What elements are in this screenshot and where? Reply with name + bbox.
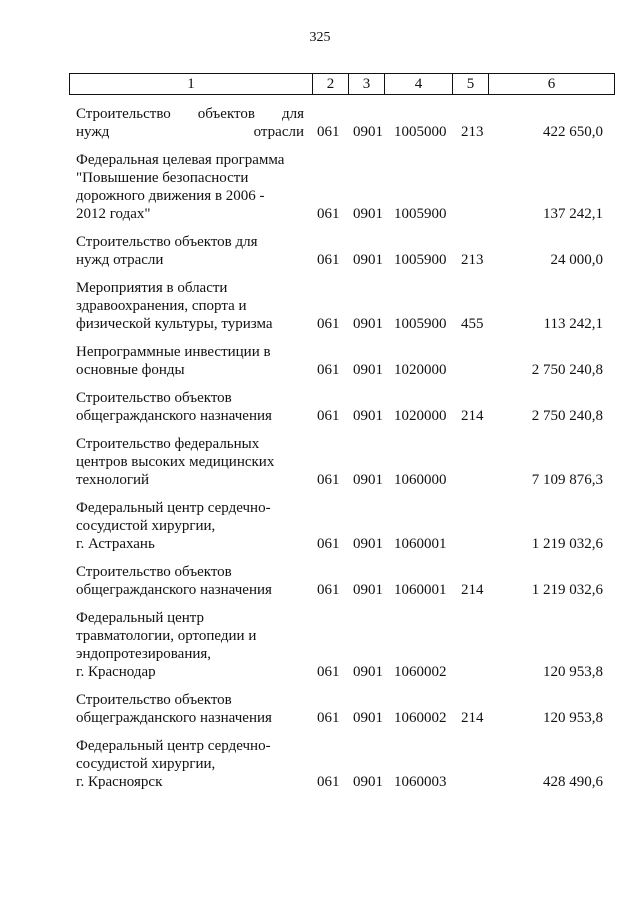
row-cs-code: 1005900 — [394, 206, 447, 222]
row-rz-code: 0901 — [353, 362, 383, 378]
column-header-5: 5 — [453, 74, 489, 95]
table-row — [0, 279, 640, 333]
table-row — [0, 435, 640, 489]
column-header-2: 2 — [313, 74, 349, 95]
row-rz-code: 0901 — [353, 582, 383, 598]
budget-rows — [0, 105, 640, 801]
row-name: Строительство объектов для нужд отрасли — [76, 234, 258, 268]
row-sum: 2 750 240,8 — [531, 362, 603, 378]
row-gr-code: 061 — [317, 408, 340, 424]
table-row — [0, 233, 640, 269]
row-gr-code: 061 — [317, 472, 340, 488]
row-name: Строительство объектов для нужд отрасли — [76, 106, 304, 140]
table-row — [0, 609, 640, 681]
row-sum: 137 242,1 — [543, 206, 603, 222]
row-sum: 422 650,0 — [543, 124, 603, 140]
row-sum: 120 953,8 — [543, 664, 603, 680]
row-sum: 1 219 032,6 — [531, 582, 603, 598]
row-rz-code: 0901 — [353, 536, 383, 552]
row-gr-code: 061 — [317, 710, 340, 726]
row-sum: 1 219 032,6 — [531, 536, 603, 552]
row-gr-code: 061 — [317, 206, 340, 222]
row-rz-code: 0901 — [353, 124, 383, 140]
row-sum: 428 490,6 — [543, 774, 603, 790]
table-row — [0, 499, 640, 553]
row-cs-code: 1060001 — [394, 536, 447, 552]
row-name: Строительство объектов общегражданского назначения — [76, 692, 272, 726]
row-rz-code: 0901 — [353, 472, 383, 488]
row-gr-code: 061 — [317, 362, 340, 378]
column-header-table — [69, 73, 615, 95]
column-header-1: 1 — [70, 74, 313, 95]
row-sum: 120 953,8 — [543, 710, 603, 726]
row-gr-code: 061 — [317, 664, 340, 680]
row-cs-code: 1060000 — [394, 472, 447, 488]
row-rz-code: 0901 — [353, 664, 383, 680]
row-cs-code: 1060002 — [394, 710, 447, 726]
row-cs-code: 1060002 — [394, 664, 447, 680]
row-sum: 2 750 240,8 — [531, 408, 603, 424]
row-vr-code: 455 — [461, 316, 484, 332]
row-name: Мероприятия в области здравоохранения, спорта и физической культуры, туризма — [76, 280, 273, 332]
row-rz-code: 0901 — [353, 710, 383, 726]
row-name: Федеральный центр сердечно- сосудистой хирургии, г. Красноярск — [76, 738, 271, 790]
row-rz-code: 0901 — [353, 408, 383, 424]
row-name: Строительство федеральных центров высоких медицинских технологий — [76, 436, 275, 488]
row-gr-code: 061 — [317, 124, 340, 140]
row-gr-code: 061 — [317, 582, 340, 598]
row-gr-code: 061 — [317, 774, 340, 790]
row-name: Непрограммные инвестиции в основные фонды — [76, 344, 271, 378]
row-name: Строительство объектов общегражданского назначения — [76, 564, 272, 598]
table-row — [0, 737, 640, 791]
row-vr-code: 214 — [461, 408, 484, 424]
table-row — [0, 563, 640, 599]
row-rz-code: 0901 — [353, 316, 383, 332]
row-gr-code: 061 — [317, 316, 340, 332]
row-cs-code: 1060003 — [394, 774, 447, 790]
row-sum: 7 109 876,3 — [531, 472, 603, 488]
row-vr-code: 214 — [461, 710, 484, 726]
table-row — [0, 343, 640, 379]
row-rz-code: 0901 — [353, 206, 383, 222]
row-name: Федеральный центр сердечно- сосудистой хирургии, г. Астрахань — [76, 500, 271, 552]
row-vr-code: 214 — [461, 582, 484, 598]
column-header-row — [70, 74, 615, 95]
row-name: Федеральный центр травматологии, ортопедии и эндопротезирования, г. Краснодар — [76, 610, 257, 680]
row-rz-code: 0901 — [353, 252, 383, 268]
row-vr-code: 213 — [461, 124, 484, 140]
row-cs-code: 1005900 — [394, 316, 447, 332]
row-sum: 113 242,1 — [543, 316, 603, 332]
row-gr-code: 061 — [317, 536, 340, 552]
table-row — [0, 691, 640, 727]
table-row — [0, 151, 640, 223]
column-header-6: 6 — [489, 74, 615, 95]
row-vr-code: 213 — [461, 252, 484, 268]
row-gr-code: 061 — [317, 252, 340, 268]
page-number: 325 — [309, 30, 331, 45]
row-cs-code: 1005900 — [394, 252, 447, 268]
row-cs-code: 1005000 — [394, 124, 447, 140]
row-cs-code: 1060001 — [394, 582, 447, 598]
table-row — [0, 389, 640, 425]
row-rz-code: 0901 — [353, 774, 383, 790]
table-row — [0, 105, 640, 141]
row-name: Федеральная целевая программа "Повышение безопасности дорожного движения в 2006 - 2012 годах" — [76, 152, 285, 222]
row-cs-code: 1020000 — [394, 362, 447, 378]
row-sum: 24 000,0 — [550, 252, 603, 268]
row-cs-code: 1020000 — [394, 408, 447, 424]
column-header-3: 3 — [349, 74, 385, 95]
column-header-4: 4 — [385, 74, 453, 95]
row-name: Строительство объектов общегражданского назначения — [76, 390, 272, 424]
